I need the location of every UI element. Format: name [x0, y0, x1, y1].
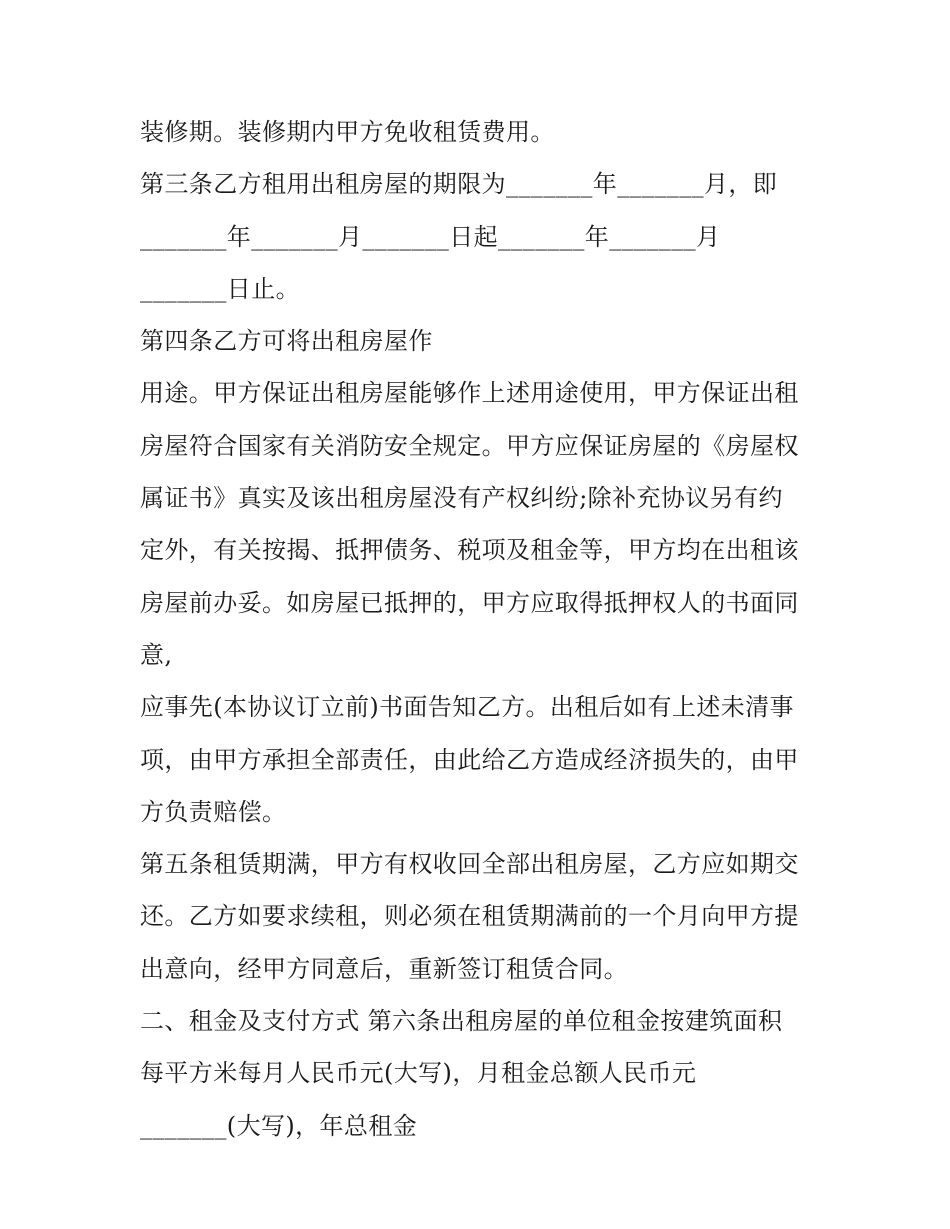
- text-line: 项，由甲方承担全部责任，由此给乙方造成经济损失的，由甲: [140, 745, 799, 774]
- text-line: _______年_______月_______日起_______年_______月: [140, 222, 721, 251]
- text-line: 定外，有关按揭、抵押债务、税项及租金等，甲方均在出租该: [140, 536, 799, 565]
- text-line: 出意向，经甲方同意后，重新签订租赁合同。: [140, 954, 628, 983]
- text-line: _______日止。: [140, 274, 300, 303]
- text-line: 房屋前办妥。如房屋已抵押的，甲方应取得抵押权人的书面同: [140, 588, 799, 617]
- text-line: 意,: [140, 640, 173, 669]
- text-line: 房屋符合国家有关消防安全规定。甲方应保证房屋的《房屋权: [140, 431, 799, 460]
- text-line: 应事先(本协议订立前)书面告知乙方。出租后如有上述未清事: [140, 693, 794, 722]
- contract-body: [140, 106, 820, 1152]
- text-line: 第四条乙方可将出租房屋作: [140, 327, 433, 356]
- text-line: 还。乙方如要求续租，则必须在租赁期满前的一个月向甲方提: [140, 902, 799, 931]
- text-line: 第五条租赁期满，甲方有权收回全部出租房屋，乙方应如期交: [140, 850, 799, 879]
- text-line: _______(大写)，年总租金: [140, 1111, 418, 1140]
- text-line: 属证书》真实及该出租房屋没有产权纠纷;除补充协议另有约: [140, 484, 783, 513]
- text-line: 装修期。装修期内甲方免收租赁费用。: [140, 118, 555, 146]
- text-line: 每平方米每月人民币元(大写)，月租金总额人民币元: [140, 1059, 697, 1088]
- text-line: 方负责赔偿。: [140, 797, 287, 826]
- text-line: 二、租金及支付方式 第六条出租房屋的单位租金按建筑面积: [140, 1007, 783, 1036]
- text-line: 第三条乙方租用出租房屋的期限为_______年_______月，即: [140, 170, 778, 199]
- text-line: 用途。甲方保证出租房屋能够作上述用途使用，甲方保证出租: [140, 379, 799, 408]
